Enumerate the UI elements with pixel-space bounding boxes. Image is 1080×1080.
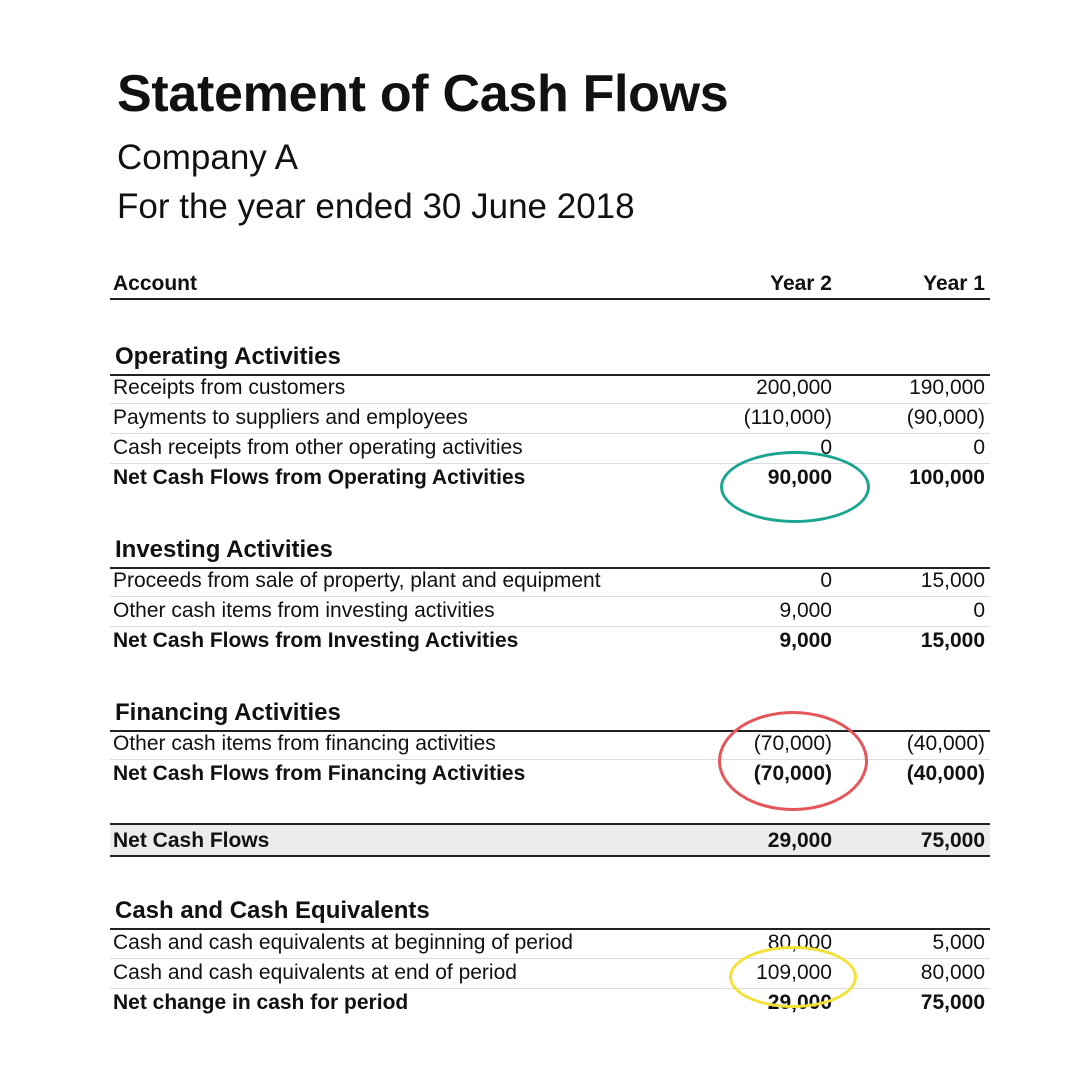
highlight-circle-operating [720, 451, 870, 523]
row-label: Net Cash Flows from Operating Activities [113, 466, 526, 489]
row-value-year-2: 9,000 [779, 599, 832, 622]
row-value-year-2: 29,000 [767, 991, 832, 1014]
row-value-year-2: 80,000 [767, 931, 832, 954]
row-value-year-1: 15,000 [920, 569, 985, 592]
highlight-circle-cash-end [729, 946, 857, 1008]
row-value-year-1: 190,000 [909, 376, 985, 399]
table-row [110, 566, 990, 597]
section-title: Investing Activities [115, 536, 333, 563]
table-row [110, 596, 990, 627]
company-name: Company A [117, 138, 298, 177]
row-label: Net Cash Flows [113, 829, 270, 852]
table-row [110, 928, 990, 959]
table-header [110, 268, 990, 300]
highlight-circle-financing [718, 711, 868, 811]
row-value-year-1: (40,000) [906, 762, 985, 785]
row-value-year-2: 0 [820, 569, 832, 592]
row-value-year-2: 90,000 [767, 466, 832, 489]
header-year-1: Year 1 [923, 272, 985, 295]
row-value-year-2: 9,000 [779, 629, 832, 652]
row-value-year-1: (90,000) [906, 406, 985, 429]
row-value-year-2: (70,000) [753, 732, 832, 755]
header-account: Account [113, 272, 197, 295]
section-title: Cash and Cash Equivalents [115, 897, 430, 924]
investing-total-row [110, 626, 990, 656]
row-value-year-1: 15,000 [920, 629, 985, 652]
section-title: Financing Activities [115, 699, 341, 726]
section-investing-heading [110, 533, 990, 569]
row-value-year-1: (40,000) [906, 732, 985, 755]
section-operating-heading [110, 340, 990, 376]
row-label: Payments to suppliers and employees [113, 406, 468, 429]
row-value-year-1: 80,000 [920, 961, 985, 984]
row-value-year-2: (110,000) [743, 406, 832, 429]
table-row [110, 958, 990, 989]
reporting-period: For the year ended 30 June 2018 [117, 187, 635, 226]
row-label: Cash and cash equivalents at end of period [113, 961, 517, 984]
row-value-year-2: 109,000 [756, 961, 832, 984]
row-label: Net change in cash for period [113, 991, 409, 1014]
row-label: Other cash items from investing activities [113, 599, 495, 622]
header-year-2: Year 2 [770, 272, 832, 295]
row-label: Net Cash Flows from Investing Activities [113, 629, 519, 652]
section-title: Operating Activities [115, 343, 341, 370]
statement-title: Statement of Cash Flows [117, 65, 729, 123]
row-value-year-2: 200,000 [756, 376, 832, 399]
table-row [110, 373, 990, 404]
row-value-year-1: 0 [973, 436, 985, 459]
row-value-year-1: 75,000 [920, 829, 985, 852]
section-cash-equivalents-heading [110, 894, 990, 930]
row-label: Other cash items from financing activities [113, 732, 496, 755]
row-label: Cash receipts from other operating activities [113, 436, 523, 459]
row-value-year-2: (70,000) [753, 762, 832, 785]
row-value-year-1: 0 [973, 599, 985, 622]
row-label: Net Cash Flows from Financing Activities [113, 762, 526, 785]
table-row [110, 433, 990, 464]
row-label: Proceeds from sale of property, plant and equipment [113, 569, 601, 592]
section-financing-heading [110, 696, 990, 732]
net-cash-flows-row [110, 823, 990, 857]
row-label: Receipts from customers [113, 376, 346, 399]
row-value-year-2: 29,000 [767, 829, 832, 852]
row-label: Cash and cash equivalents at beginning of period [113, 931, 573, 954]
row-value-year-1: 5,000 [932, 931, 985, 954]
row-value-year-1: 100,000 [909, 466, 985, 489]
table-row [110, 403, 990, 434]
cash-change-total-row [110, 988, 990, 1018]
row-value-year-2: 0 [820, 436, 832, 459]
row-value-year-1: 75,000 [920, 991, 985, 1014]
